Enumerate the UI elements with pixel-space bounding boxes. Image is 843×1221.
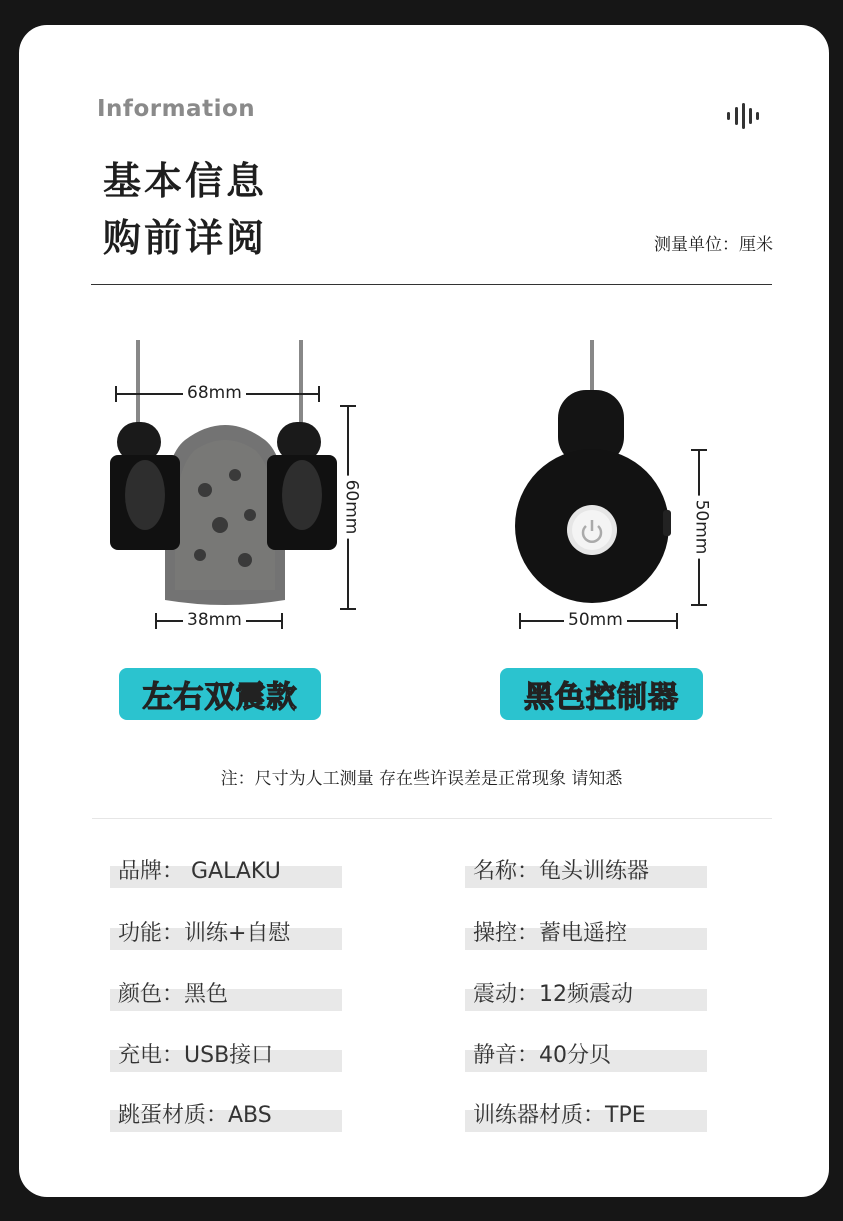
section-eyebrow: Information [97, 96, 256, 122]
dimension-tick [691, 604, 707, 606]
black-controller-image [510, 340, 675, 610]
spec-name: 名称：龟头训练器 [465, 866, 707, 888]
width-label-left: 68mm [183, 383, 246, 403]
spec-color: 颜色：黑色 [110, 989, 342, 1011]
spec-function: 功能：训练+自慰 [110, 928, 342, 950]
dimension-tick [519, 613, 521, 629]
dimension-tick [691, 449, 707, 451]
dimension-tick [155, 613, 157, 629]
spec-control: 操控：蓄电遥控 [465, 928, 707, 950]
spec-charging: 充电：USB接口 [110, 1050, 342, 1072]
spec-vibration: 震动：12频震动 [465, 989, 707, 1011]
dimension-tick [115, 386, 117, 402]
header-divider [91, 284, 772, 285]
spec-egg-material: 跳蛋材质：ABS [110, 1110, 342, 1132]
section-divider [92, 818, 772, 819]
spec-brand: 品牌： GALAKU [110, 866, 342, 888]
measurement-disclaimer: 注：尺寸为人工测量 存在些许误差是正常现象 请知悉 [220, 769, 623, 789]
dimension-tick [281, 613, 283, 629]
spec-trainer-material: 训练器材质：TPE [465, 1110, 707, 1132]
dimension-tick [340, 608, 356, 610]
height-label-right: 50mm [691, 496, 711, 559]
spec-noise: 静音：40分贝 [465, 1050, 707, 1072]
dimension-tick [676, 613, 678, 629]
sound-wave-icon [726, 103, 760, 129]
width-label-right: 50mm [564, 610, 627, 630]
dual-vibration-product-image [105, 340, 345, 610]
page-title-line2: 购前详阅 [103, 216, 268, 260]
dimension-tick [318, 386, 320, 402]
measurement-unit-note: 测量单位：厘米 [654, 235, 773, 255]
variant-tag-controller: 黑色控制器 [500, 668, 703, 720]
page-title-line1: 基本信息 [103, 159, 268, 203]
base-width-label: 38mm [183, 610, 246, 630]
variant-tag-dual-vibration: 左右双震款 [119, 668, 321, 720]
height-label-left: 60mm [341, 476, 361, 539]
dimension-tick [340, 405, 356, 407]
